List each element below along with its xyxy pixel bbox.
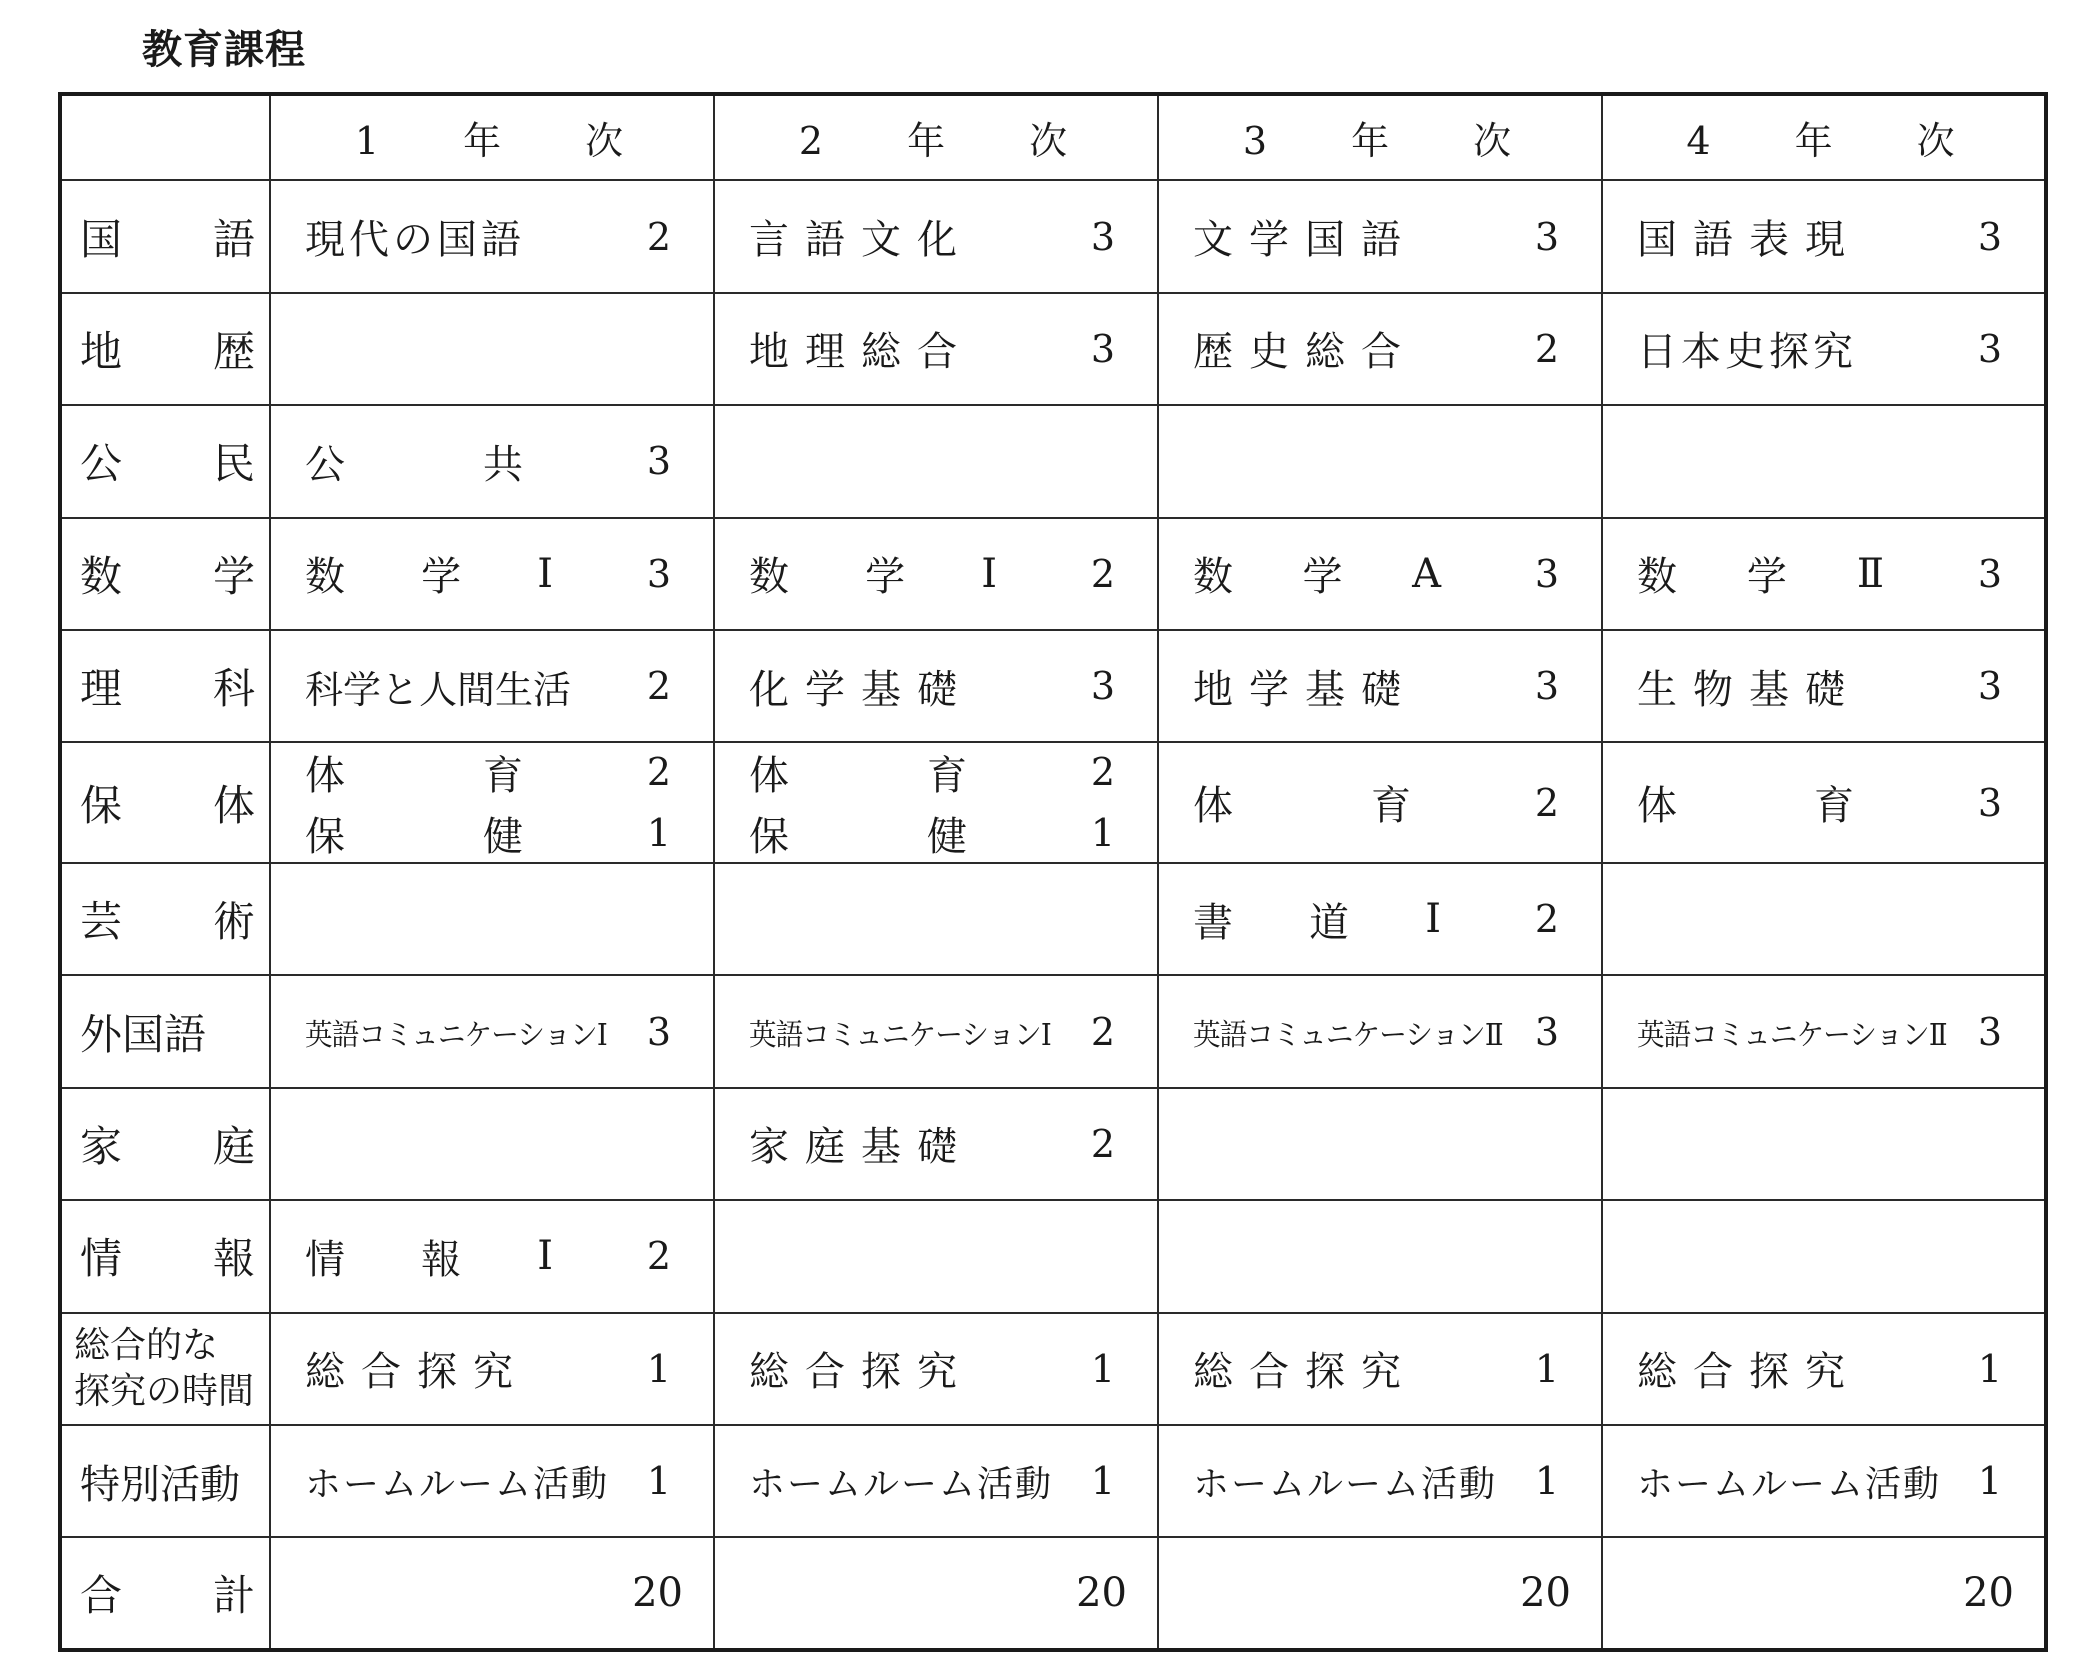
- course-name: 数 学 A: [1193, 550, 1441, 601]
- table-row: [60, 630, 2046, 742]
- course-credit: 3: [646, 1009, 671, 1054]
- subject-label: 合 計: [80, 1571, 255, 1621]
- course-name: 家庭基礎: [749, 1124, 973, 1171]
- course-name: 英語コミュニケーションⅡ: [1193, 1017, 1503, 1053]
- course-cell: [270, 1425, 714, 1537]
- table-row: [60, 742, 2046, 862]
- course-credit: 1: [1090, 811, 1115, 856]
- table-row: [60, 863, 2046, 975]
- curriculum-table: [58, 92, 2048, 1652]
- subject-label: 情 報: [80, 1234, 255, 1284]
- course-cell-empty: [1158, 405, 1602, 517]
- course-cell: [270, 1200, 714, 1312]
- course-credit: 3: [1977, 551, 2002, 596]
- course-name: 保 健: [305, 813, 523, 860]
- course-credit: 2: [646, 750, 671, 795]
- course-name: ホームルーム活動: [1193, 1463, 1498, 1505]
- course-credit: 2: [1534, 326, 1559, 371]
- course-cell: [714, 1313, 1158, 1425]
- course-cell: [1158, 1313, 1602, 1425]
- course-cell: [1602, 975, 2046, 1087]
- course-cell: [714, 1088, 1158, 1200]
- course-name: 公 共: [305, 441, 523, 488]
- subject-label: 家 庭: [80, 1121, 255, 1171]
- course-name: 生物基礎: [1637, 666, 1861, 713]
- course-cell: [714, 975, 1158, 1087]
- course-name: 保 健: [749, 813, 967, 860]
- course-credit: 2: [646, 664, 671, 709]
- course-credit: 3: [1977, 326, 2002, 371]
- course-cell: [1602, 518, 2046, 630]
- course-cell-empty: [270, 863, 714, 975]
- total-credits: 20: [1158, 1537, 1602, 1650]
- course-credit: 3: [646, 439, 671, 484]
- course-name: 体 育: [1637, 783, 1854, 830]
- course-name: 体 育: [1193, 783, 1411, 830]
- course-credit: 1: [646, 811, 671, 856]
- course-cell-empty: [1602, 863, 2046, 975]
- course-credit: 3: [1090, 214, 1115, 259]
- page-title: 教育課程: [142, 27, 306, 73]
- course-cell: [1602, 630, 2046, 742]
- course-name: 総合探究: [749, 1349, 973, 1396]
- course-name: 数 学 Ⅰ: [749, 550, 997, 601]
- total-credits: 20: [270, 1537, 714, 1650]
- course-credit: 1: [1977, 1346, 2002, 1391]
- subject-label: 外国語: [80, 1009, 207, 1059]
- subject-komin: [60, 405, 270, 517]
- course-cell-empty: [270, 293, 714, 405]
- course-cell-empty: [714, 863, 1158, 975]
- course-name: 日本史探究: [1637, 329, 1857, 376]
- course-credit: 3: [1534, 214, 1559, 259]
- course-cell: [1158, 975, 1602, 1087]
- year-4-header: 4 年 次: [1602, 94, 2046, 180]
- course-cell: [1158, 1425, 1602, 1537]
- course-cell-empty: [1158, 1200, 1602, 1312]
- course-credit: 3: [646, 551, 671, 596]
- course-credit: 1: [1534, 1346, 1559, 1391]
- total-row: [60, 1537, 2046, 1650]
- course-name: 歴史総合: [1193, 329, 1417, 376]
- course-name: 英語コミュニケーションⅠ: [749, 1017, 1051, 1053]
- course-cell: [1158, 293, 1602, 405]
- subject-geijutsu: [60, 863, 270, 975]
- course-cell: [1602, 1425, 2046, 1537]
- course-cell-empty: [1602, 1088, 2046, 1200]
- course-name: 現代の国語: [305, 217, 525, 264]
- course-credit: 3: [1090, 664, 1115, 709]
- year-2-header: 2 年 次: [714, 94, 1158, 180]
- course-name: 化学基礎: [749, 666, 973, 713]
- course-credit: 1: [1534, 1459, 1559, 1504]
- course-credit: 2: [646, 1234, 671, 1279]
- subject-label-line2: 探究の時間: [74, 1370, 255, 1412]
- course-name: 地理総合: [749, 329, 973, 376]
- course-credit: 3: [1977, 214, 2002, 259]
- course-credit: 3: [1090, 326, 1115, 371]
- subject-label: 保 体: [80, 780, 255, 830]
- table-row: [60, 180, 2046, 292]
- course-credit: 2: [1534, 897, 1559, 942]
- course-name: ホームルーム活動: [1637, 1463, 1942, 1505]
- course-cell: [270, 742, 714, 862]
- course-cell: [1602, 742, 2046, 862]
- subject-joho: [60, 1200, 270, 1312]
- subject-total: [60, 1537, 270, 1650]
- course-credit: 1: [1090, 1346, 1115, 1391]
- course-credit: 2: [646, 214, 671, 259]
- total-credits: 20: [714, 1537, 1158, 1650]
- course-credit: 3: [1534, 1009, 1559, 1054]
- course-name: 情 報 Ⅰ: [305, 1233, 553, 1283]
- course-name: 総合探究: [1193, 1349, 1417, 1396]
- course-cell-empty: [1602, 405, 2046, 517]
- subject-sugaku: [60, 518, 270, 630]
- course-cell-empty: [270, 1088, 714, 1200]
- subject-label: 数 学: [80, 551, 255, 601]
- course-cell-empty: [1602, 1200, 2046, 1312]
- course-name: ホームルーム活動: [305, 1463, 610, 1505]
- course-name: 科学と人間生活: [305, 667, 572, 712]
- subject-sogo: [60, 1313, 270, 1425]
- course-credit: 1: [1090, 1459, 1115, 1504]
- course-cell: [714, 293, 1158, 405]
- course-cell-empty: [714, 405, 1158, 517]
- course-cell: [270, 518, 714, 630]
- table-row: [60, 1425, 2046, 1537]
- course-cell: [270, 405, 714, 517]
- subject-chireki: [60, 293, 270, 405]
- course-cell: [714, 742, 1158, 862]
- course-name: ホームルーム活動: [749, 1463, 1054, 1505]
- course-cell: [1602, 180, 2046, 292]
- course-credit: 2: [1090, 1121, 1115, 1166]
- course-name: 総合探究: [1637, 1349, 1861, 1396]
- table-row: [60, 1088, 2046, 1200]
- course-cell: [714, 1425, 1158, 1537]
- course-name: 文学国語: [1193, 217, 1417, 264]
- course-cell: [1158, 180, 1602, 292]
- course-cell: [1158, 863, 1602, 975]
- course-cell: [270, 975, 714, 1087]
- subject-label: 公 民: [80, 439, 255, 489]
- course-cell: [714, 630, 1158, 742]
- course-cell-empty: [714, 1200, 1158, 1312]
- corner-cell: [60, 94, 270, 180]
- subject-label-line1: 総合的な: [74, 1324, 219, 1366]
- course-name: 英語コミュニケーションⅡ: [1637, 1017, 1947, 1053]
- course-name: 国語表現: [1637, 217, 1861, 264]
- course-credit: 3: [1977, 664, 2002, 709]
- course-credit: 2: [1090, 1009, 1115, 1054]
- course-cell: [270, 630, 714, 742]
- course-credit: 2: [1090, 750, 1115, 795]
- subject-label: 芸 術: [80, 897, 255, 947]
- subject-label: 理 科: [80, 664, 255, 714]
- course-name: 総合探究: [305, 1349, 529, 1396]
- subject-rika: [60, 630, 270, 742]
- header-row: [60, 94, 2046, 180]
- table-row: [60, 1313, 2046, 1425]
- subject-katei: [60, 1088, 270, 1200]
- course-name: 数 学 Ⅰ: [305, 550, 553, 601]
- course-cell: [1158, 742, 1602, 862]
- course-credit: 3: [1534, 551, 1559, 596]
- course-cell: [1602, 293, 2046, 405]
- course-cell: [1158, 518, 1602, 630]
- total-credits: 20: [1602, 1537, 2046, 1650]
- course-credit: 3: [1977, 1009, 2002, 1054]
- table-row: [60, 975, 2046, 1087]
- course-cell: [714, 180, 1158, 292]
- course-cell-empty: [1158, 1088, 1602, 1200]
- course-cell: [270, 180, 714, 292]
- subject-hotai: [60, 742, 270, 862]
- course-name: 言語文化: [749, 217, 973, 264]
- course-cell: [1602, 1313, 2046, 1425]
- course-credit: 3: [1977, 780, 2002, 825]
- course-credit: 1: [646, 1459, 671, 1504]
- table-row: [60, 1200, 2046, 1312]
- course-name: 書 道 Ⅰ: [1193, 896, 1441, 946]
- course-credit: 2: [1534, 780, 1559, 825]
- subject-gaikokugo: [60, 975, 270, 1087]
- year-3-header: 3 年 次: [1158, 94, 1602, 180]
- course-cell: [270, 1313, 714, 1425]
- course-credit: 1: [646, 1346, 671, 1391]
- course-cell: [714, 518, 1158, 630]
- subject-label: 地 歴: [80, 326, 255, 376]
- subject-label: 特別活動: [80, 1461, 240, 1508]
- table-row: [60, 518, 2046, 630]
- course-cell: [1158, 630, 1602, 742]
- course-name: 体 育: [749, 752, 967, 799]
- subject-label: 国 語: [80, 214, 255, 264]
- year-1-header: 1 年 次: [270, 94, 714, 180]
- course-name: 体 育: [305, 752, 523, 799]
- course-credit: 1: [1977, 1459, 2002, 1504]
- subject-tokkatsu: [60, 1425, 270, 1537]
- table-row: [60, 405, 2046, 517]
- subject-kokugo: [60, 180, 270, 292]
- course-name: 数 学 Ⅱ: [1637, 550, 1884, 601]
- course-credit: 2: [1090, 551, 1115, 596]
- course-name: 英語コミュニケーションⅠ: [305, 1017, 607, 1053]
- course-credit: 3: [1534, 664, 1559, 709]
- course-name: 地学基礎: [1193, 666, 1417, 713]
- table-row: [60, 293, 2046, 405]
